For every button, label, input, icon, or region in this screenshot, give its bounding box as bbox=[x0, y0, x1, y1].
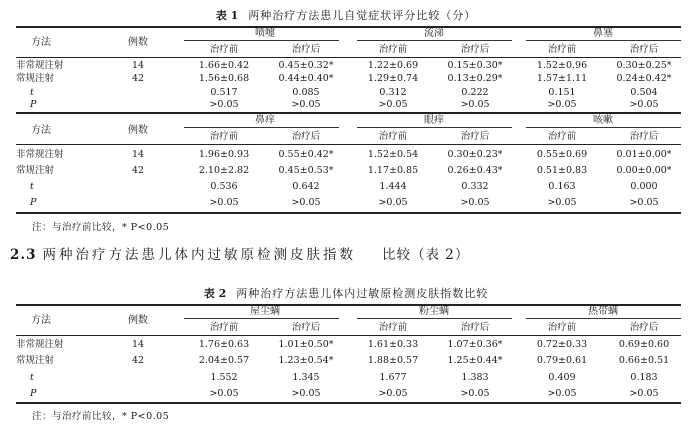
cell: 0.517 bbox=[210, 87, 238, 98]
cell: 0.55±0.69 bbox=[536, 149, 588, 160]
after-header: 治疗后 bbox=[629, 44, 659, 55]
cell: 1.01±0.50* bbox=[278, 339, 334, 350]
group-header: 热带螨 bbox=[588, 306, 618, 317]
cell: 0.085 bbox=[292, 87, 320, 98]
row-count: 42 bbox=[131, 73, 145, 84]
row-label: t bbox=[30, 181, 34, 192]
before-header: 治疗前 bbox=[547, 322, 577, 333]
cell: 0.24±0.42* bbox=[616, 73, 672, 84]
cell: 1.56±0.68 bbox=[198, 73, 250, 84]
section-title-tail: 比较（表 2） bbox=[382, 247, 470, 263]
cell: 0.332 bbox=[461, 181, 489, 192]
group-rule bbox=[526, 318, 681, 319]
cell: 1.23±0.54* bbox=[278, 355, 334, 366]
table1-number: 表 1 bbox=[215, 9, 239, 22]
cell: 0.222 bbox=[461, 87, 489, 98]
row-count: 14 bbox=[131, 149, 145, 160]
cell: 0.536 bbox=[210, 181, 238, 192]
cell: 1.88±0.57 bbox=[367, 355, 419, 366]
cell: 0.45±0.32* bbox=[278, 60, 334, 71]
cell: >0.05 bbox=[547, 99, 577, 110]
group-header: 眼痒 bbox=[424, 115, 444, 126]
group-header: 粉尘螨 bbox=[419, 306, 449, 317]
cell: >0.05 bbox=[378, 99, 408, 110]
count-header: 例数 bbox=[128, 37, 148, 48]
cell: 0.01±0.00* bbox=[616, 149, 672, 160]
cell: 1.61±0.33 bbox=[367, 339, 419, 350]
method-header: 方法 bbox=[31, 125, 51, 136]
row-count: 42 bbox=[131, 355, 145, 366]
header-rule bbox=[16, 57, 681, 58]
cell: 1.444 bbox=[379, 181, 407, 192]
cell: 1.383 bbox=[461, 372, 489, 383]
cell: 0.504 bbox=[630, 87, 658, 98]
header-rule bbox=[16, 144, 681, 145]
group-header: 喷嚏 bbox=[255, 28, 275, 39]
row-label: 非常规注射 bbox=[16, 60, 64, 71]
before-header: 治疗前 bbox=[378, 131, 408, 142]
before-header: 治疗前 bbox=[378, 322, 408, 333]
cell: 1.76±0.63 bbox=[198, 339, 250, 350]
cell: 0.000 bbox=[630, 181, 658, 192]
cell: 1.17±0.85 bbox=[367, 165, 419, 176]
cell: 1.96±0.93 bbox=[198, 149, 250, 160]
before-header: 治疗前 bbox=[547, 131, 577, 142]
row-label: 非常规注射 bbox=[16, 149, 64, 160]
cell: 1.677 bbox=[379, 372, 407, 383]
table1 bbox=[16, 26, 681, 216]
after-header: 治疗后 bbox=[629, 322, 659, 333]
cell: 1.52±0.54 bbox=[367, 149, 419, 160]
row-label: t bbox=[30, 87, 34, 98]
cell: 0.00±0.00* bbox=[616, 165, 672, 176]
row-label: 常规注射 bbox=[16, 355, 55, 366]
cell: 0.163 bbox=[548, 181, 576, 192]
row-label: P bbox=[30, 99, 37, 110]
row-label: 常规注射 bbox=[16, 165, 55, 176]
group-rule bbox=[184, 40, 339, 41]
group-rule bbox=[357, 40, 512, 41]
cell: 0.151 bbox=[548, 87, 576, 98]
before-header: 治疗前 bbox=[209, 322, 239, 333]
cell: 1.552 bbox=[210, 372, 238, 383]
cell: 0.312 bbox=[379, 87, 407, 98]
table2-number: 表 2 bbox=[203, 287, 227, 300]
group-rule bbox=[184, 318, 339, 319]
group-header: 鼻痒 bbox=[255, 115, 275, 126]
cell: >0.05 bbox=[291, 197, 321, 208]
before-header: 治疗前 bbox=[378, 44, 408, 55]
table2-title: 两种治疗方法患儿体内过敏原检测皮肤指数比较 bbox=[236, 287, 489, 300]
section-number: 2.3 bbox=[10, 247, 37, 263]
cell: 0.30±0.25* bbox=[616, 60, 672, 71]
cell: 2.04±0.57 bbox=[198, 355, 250, 366]
cell: 0.79±0.61 bbox=[536, 355, 588, 366]
table1-caption bbox=[0, 7, 692, 23]
cell: >0.05 bbox=[378, 197, 408, 208]
row-count: 14 bbox=[131, 339, 145, 350]
cell: 0.72±0.33 bbox=[536, 339, 588, 350]
cell: >0.05 bbox=[291, 388, 321, 399]
cell: >0.05 bbox=[629, 99, 659, 110]
cell: 1.66±0.42 bbox=[198, 60, 250, 71]
cell: 0.183 bbox=[630, 372, 658, 383]
cell: 1.22±0.69 bbox=[367, 60, 419, 71]
before-header: 治疗前 bbox=[547, 44, 577, 55]
row-label: P bbox=[30, 388, 37, 399]
row-count: 14 bbox=[131, 60, 145, 71]
cell: 0.13±0.29* bbox=[447, 73, 503, 84]
section-title: 两种治疗方法患儿体内过敏原检测皮肤指数 bbox=[42, 247, 356, 263]
cell: 0.26±0.43* bbox=[447, 165, 503, 176]
after-header: 治疗后 bbox=[460, 44, 490, 55]
row-label: t bbox=[30, 372, 34, 383]
cell: 1.29±0.74 bbox=[367, 73, 419, 84]
section-heading bbox=[10, 243, 469, 263]
row-label: P bbox=[30, 197, 37, 208]
top-rule bbox=[16, 304, 681, 306]
table1-note: 注：与治疗前比较，* P<0.05 bbox=[32, 222, 170, 233]
cell: >0.05 bbox=[460, 99, 490, 110]
count-header: 例数 bbox=[128, 125, 148, 136]
before-header: 治疗前 bbox=[209, 131, 239, 142]
cell: 0.45±0.53* bbox=[278, 165, 334, 176]
group-rule bbox=[357, 127, 512, 128]
cell: >0.05 bbox=[378, 388, 408, 399]
top-rule bbox=[16, 26, 681, 28]
group-header: 流涕 bbox=[424, 28, 444, 39]
group-header: 屋尘螨 bbox=[250, 306, 280, 317]
group-rule bbox=[526, 127, 681, 128]
method-header: 方法 bbox=[31, 37, 51, 48]
method-header: 方法 bbox=[31, 315, 51, 326]
table2-note: 注：与治疗前比较，* P<0.05 bbox=[32, 411, 170, 422]
before-header: 治疗前 bbox=[209, 44, 239, 55]
cell: >0.05 bbox=[629, 388, 659, 399]
bottom-rule bbox=[16, 212, 681, 214]
cell: 1.25±0.44* bbox=[447, 355, 503, 366]
cell: >0.05 bbox=[629, 197, 659, 208]
cell: >0.05 bbox=[547, 197, 577, 208]
row-label: 常规注射 bbox=[16, 73, 55, 84]
cell: >0.05 bbox=[209, 99, 239, 110]
cell: 1.57±1.11 bbox=[536, 73, 588, 84]
cell: >0.05 bbox=[460, 388, 490, 399]
table1-title: 两种治疗方法患儿自觉症状评分比较（分） bbox=[248, 9, 477, 22]
after-header: 治疗后 bbox=[291, 44, 321, 55]
after-header: 治疗后 bbox=[460, 322, 490, 333]
after-header: 治疗后 bbox=[291, 322, 321, 333]
group-rule bbox=[357, 318, 512, 319]
after-header: 治疗后 bbox=[291, 131, 321, 142]
cell: 0.69±0.60 bbox=[618, 339, 670, 350]
cell: 0.55±0.42* bbox=[278, 149, 334, 160]
cell: >0.05 bbox=[209, 197, 239, 208]
cell: >0.05 bbox=[291, 99, 321, 110]
cell: 1.07±0.36* bbox=[447, 339, 503, 350]
cell: 1.345 bbox=[292, 372, 320, 383]
after-header: 治疗后 bbox=[460, 131, 490, 142]
table2 bbox=[16, 304, 681, 404]
group-rule bbox=[184, 127, 339, 128]
cell: 0.66±0.51 bbox=[618, 355, 670, 366]
cell: 2.10±2.82 bbox=[198, 165, 250, 176]
cell: 1.52±0.96 bbox=[536, 60, 588, 71]
row-count: 42 bbox=[131, 165, 145, 176]
mid-rule bbox=[16, 112, 681, 114]
cell: 0.642 bbox=[292, 181, 320, 192]
cell: >0.05 bbox=[209, 388, 239, 399]
cell: 0.51±0.83 bbox=[536, 165, 588, 176]
cell: 0.44±0.40* bbox=[278, 73, 334, 84]
cell: >0.05 bbox=[547, 388, 577, 399]
group-header: 咳嗽 bbox=[593, 115, 613, 126]
row-label: 非常规注射 bbox=[16, 339, 64, 350]
bottom-rule bbox=[16, 402, 681, 404]
cell: 0.15±0.30* bbox=[447, 60, 503, 71]
count-header: 例数 bbox=[128, 315, 148, 326]
cell: 0.409 bbox=[548, 372, 576, 383]
table2-caption bbox=[0, 285, 692, 301]
cell: 0.30±0.23* bbox=[447, 149, 503, 160]
group-rule bbox=[526, 40, 681, 41]
header-rule bbox=[16, 335, 681, 336]
cell: >0.05 bbox=[460, 197, 490, 208]
after-header: 治疗后 bbox=[629, 131, 659, 142]
group-header: 鼻塞 bbox=[593, 28, 613, 39]
